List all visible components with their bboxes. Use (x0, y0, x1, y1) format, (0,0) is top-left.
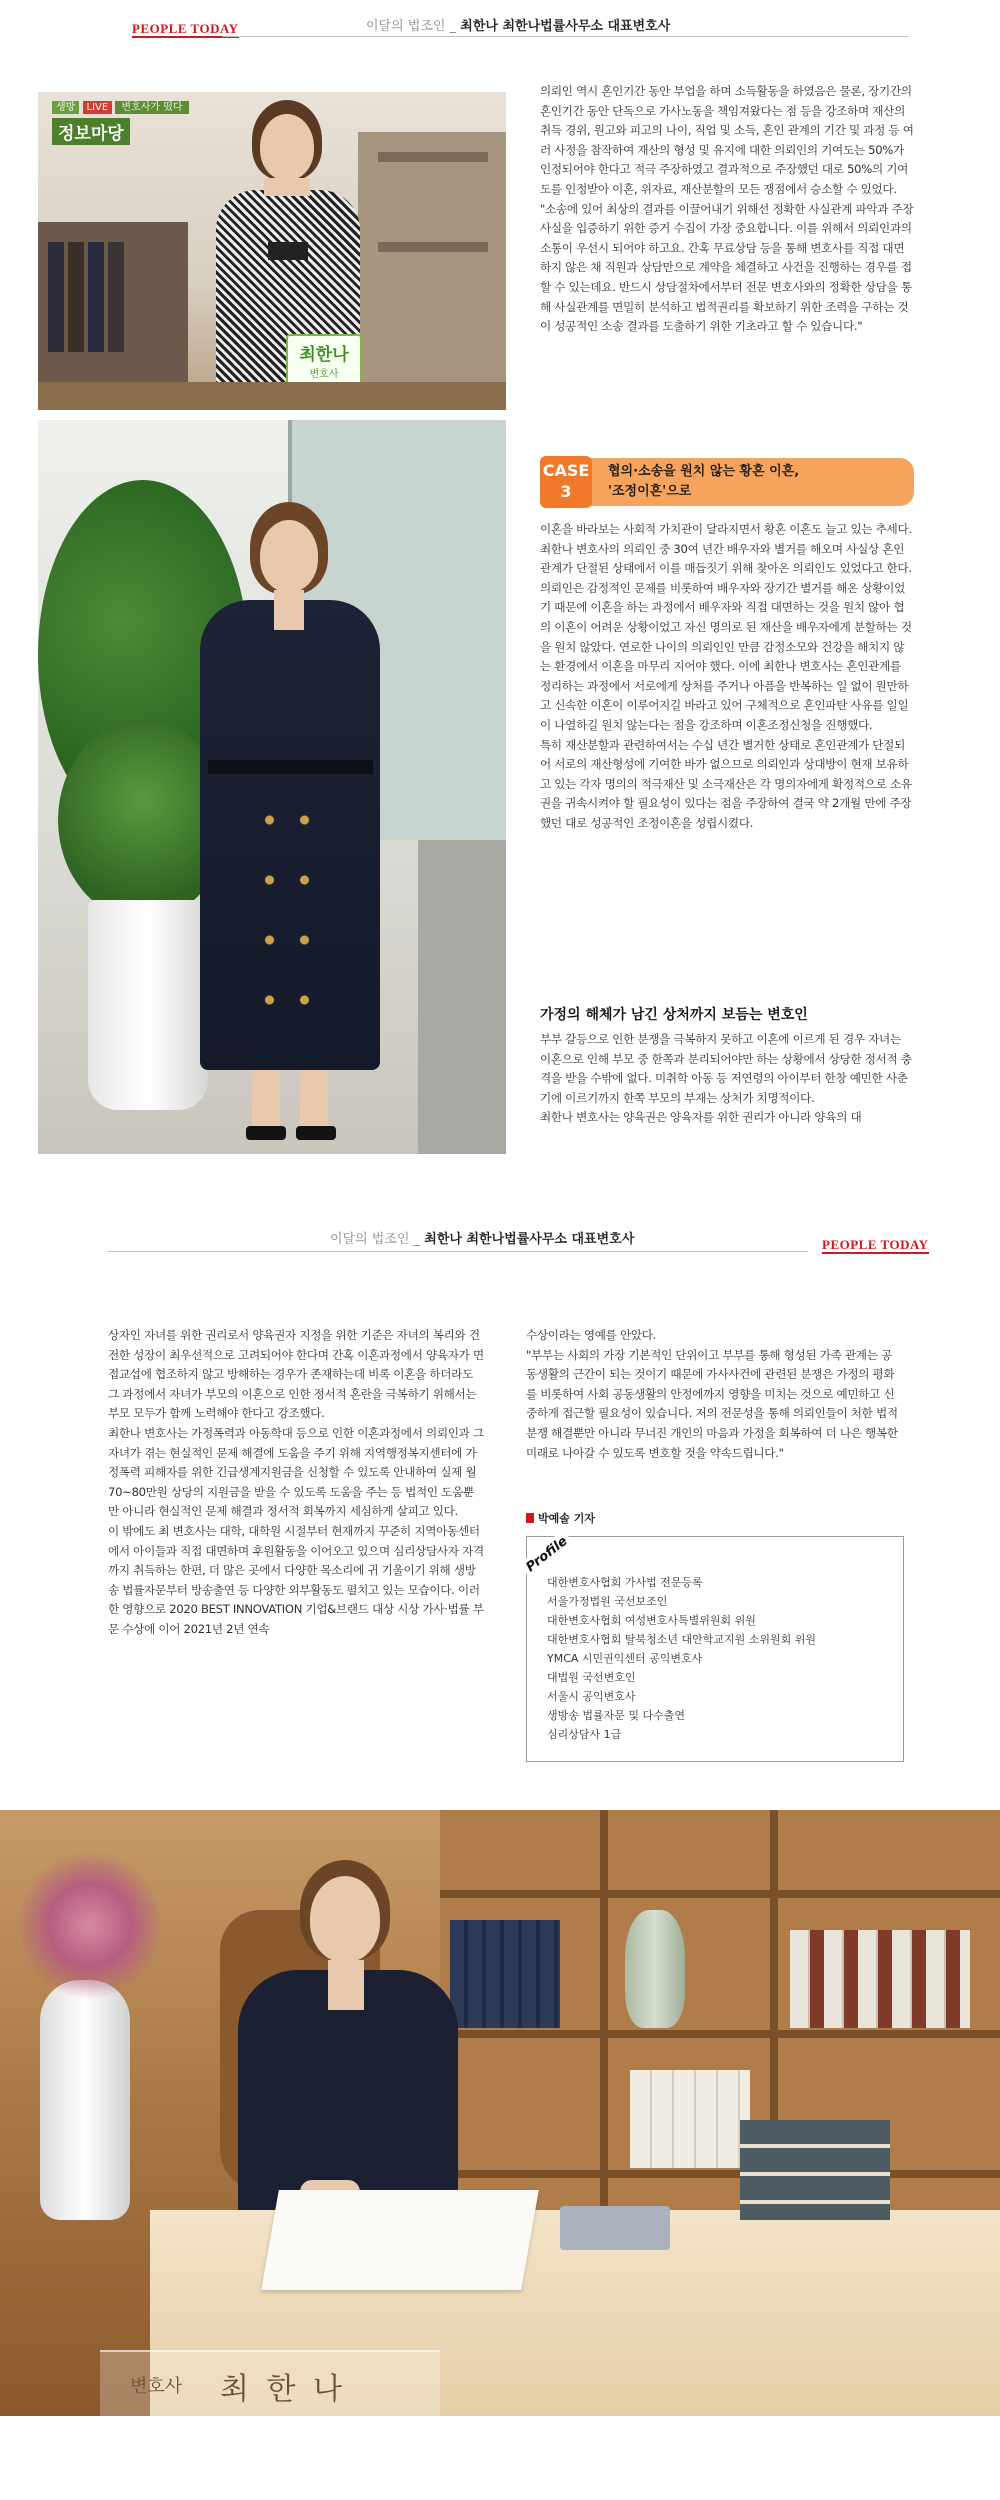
tv-live: LIVE (83, 101, 113, 114)
profile-item: YMCA 시민권익센터 공익변호사 (547, 1652, 703, 1665)
paragraph: 특히 재산분할과 관련하여서는 수십 년간 별거한 상태로 혼인관계가 단절되어 서로의 재산형성에 기여한 바가 없으므로 의뢰인과 상대방이 현재 보유하고 있는 각자 명의의 적극재산 및 소극재산은 각 명의자에게 확정적으로 소유권을 귀속시켜야 할 필요성이 있다는 점을 주장하여 결국 약 2개월 만에 주장했던 대로 성공적인 조정이혼을 성립시켰다. (540, 737, 912, 830)
case-title-line1: 협의·소송을 원치 않는 황혼 이혼, (608, 464, 800, 479)
paragraph: "소송에 있어 최상의 결과를 이끌어내기 위해선 정확한 사실관계 파악과 주장 사실을 입증하기 위한 증거 수집이 가장 중요합니다. 이를 위해서 의뢰인과의 소통이 우선시 되어야 하고요. 간혹 무료상담 등을 통해 변호사를 직접 대면하지 않은 채 직원과 상담만으로 계약을 체결하고 사건을 진행하는 경우를 접할 수 있는데요. 반드시 상담절차에서부터 전문 변호사와의 정확한 상담을 통해 사실관계를 면밀히 분석하고 법적권리를 확보하기 위한 조력을 구하는 것이 성공적인 소송 결과를 도출하기 위한 기초라고 할 수 있습니다." (540, 201, 914, 334)
profile-list (547, 1573, 816, 1744)
desk-nameplate (286, 334, 362, 388)
office-desk-photo (0, 1810, 1000, 2416)
header-subject: 최한나 최한나법률사무소 대표변호사 (424, 1232, 635, 1247)
profile-item: 대한변호사협회 가사법 전문등록 (547, 1576, 703, 1589)
header-section: 이달의 법조인 _ (330, 1232, 421, 1247)
article-text-col2-right (526, 1326, 902, 1463)
article-text-col2-left (108, 1326, 484, 1640)
open-book (261, 2190, 539, 2290)
case-number: 3 (560, 482, 572, 501)
tv-subtitle: 변호사가 떴다 (115, 101, 188, 114)
celadon-vase (625, 1910, 685, 2028)
standing-portrait-photo (38, 420, 506, 1154)
section-subheading: 가정의 해체가 남긴 상처까지 보듬는 변호인 (540, 1007, 808, 1023)
paragraph: 이혼을 바라보는 사회적 가치관이 달라지면서 황혼 이혼도 늘고 있는 추세다. 최한나 변호사의 의뢰인 중 30여 년간 배우자와 별거를 해오며 사실상 혼인관계가 단절된 상태에서 이를 매듭짓기 위해 찾아온 의뢰인도 있었다고 한다. (540, 522, 912, 576)
nameplate-title: 변호사 (309, 369, 339, 380)
paragraph: 이 밖에도 최 변호사는 대학, 대학원 시절부터 현재까지 꾸준히 지역아동센터에서 아이들과 직접 대면하며 후원활동을 이어오고 있으며 심리상담사자 자격까지 취득하는 한편, 더 많은 곳에서 다양한 목소리에 귀 기울이기 위해 생방송 법률자문부터 방송출연 등 다양한 외부활동도 펼치고 있는 모습이다. 이러한 영향으로 2020 BEST INNOVATION 기업&브랜드 대상 시상 가사·법률 부문 수상에 이어 2021년 2년 연속 (108, 1523, 484, 1636)
magazine-logo-2: PEOPLE TODAY (822, 1237, 929, 1252)
profile-item: 대한변호사협회 여성변호사특별위원회 위원 (547, 1614, 756, 1627)
article-text-col1-bottom (540, 1030, 914, 1128)
paragraph: 부부 갈등으로 인한 분쟁을 극복하지 못하고 이혼에 이르게 된 경우 자녀는 이혼으로 인해 부모 중 한쪽과 분리되어야만 하는 상황에서 상당한 정서적 충격을 받을 수밖에 없다. 미취학 아동 등 저연령의 아이부터 한창 예민한 사춘기에 이르기까지 한쪽 부모의 부재는 상처가 치명적이다. (540, 1032, 912, 1105)
case3-header (540, 456, 914, 508)
header-rule-2 (108, 1251, 808, 1252)
profile-label: Profile (519, 1530, 575, 1579)
presenter-face (260, 114, 314, 180)
nameplate-title: 변호사 (130, 2376, 183, 2397)
article-text-col1-case3 (540, 520, 914, 834)
book-stack (740, 2120, 890, 2220)
profile-item: 생방송 법률자문 및 다수출연 (547, 1709, 686, 1722)
tv-show-title: 정보마당 (52, 118, 130, 145)
paragraph: "부부는 사회의 가장 기본적인 단위이고 부부를 통해 형성된 가족 관계는 공동생활의 근간이 되는 것이기 때문에 가사사건에 관련된 분쟁은 가정의 평화를 비롯하여 사회 공동생활의 안정에까지 영향을 미치는 것으로 예민하고 신중하게 접근할 필요성이 있습니다. 저의 전문성을 통해 의뢰인들이 처한 법적 분쟁 해결뿐만 아니라 무너진 개인의 마음과 가정을 회복하여 더 나은 행복한 미래로 나아갈 수 있도록 변호할 것을 약속드립니다." (526, 1347, 898, 1460)
article-text-col1-top (540, 82, 914, 337)
paragraph: 의뢰인은 감정적인 문제를 비롯하여 배우자와 장기간 별거를 해온 상황이었기 때문에 이혼을 하는 과정에서 배우자와 직접 대면하는 것을 원치 않아 협의 이혼이 어려운 상황이었고 자신 명의로 된 재산을 배우자에게 분할하는 것을 원치 않았다. 연로한 나이의 의뢰인인 만큼 감정소모와 건강을 해치지 않는 환경에서 이혼을 마무리 지어야 했다. 이에 최한나 변호사는 혼인관계를 정리하는 과정에서 서로에게 상처를 주거나 아픔을 반복하는 일 없이 원만하고 신속한 이혼이 이루어지길 바라고 있어 구체적으로 혼인파탄 사유를 일일이 나열하길 원치 않는다는 점을 강조하며 이혼조정신청을 진행했다. (540, 580, 912, 732)
case-tag (540, 456, 592, 508)
white-planter (88, 900, 208, 1110)
tv-broadcast-photo (38, 92, 506, 410)
paragraph: 수상이라는 영예를 안았다. (526, 1328, 657, 1342)
byline: 박예솔 기자 (526, 1510, 595, 1526)
lawyer-face (260, 520, 318, 592)
tv-onair-badge (52, 98, 189, 113)
case-title-line2: '조정이혼'으로 (608, 484, 692, 499)
books (450, 1920, 560, 2028)
nameplate-name: 최한나 (299, 345, 349, 365)
lawyer-face-desk (310, 1876, 380, 1962)
paragraph: 상자인 자녀를 위한 권리로서 양육권자 지정을 위한 기준은 자녀의 복리와 건전한 성장이 최우선적으로 고려되어야 한다며 간혹 이혼과정에서 양육자가 면접교섭에 협조하지 않고 방해하는 경우가 존재하는데 비록 이혼을 하더라도 그 과정에서 자녀가 부모의 이혼으로 인한 정서적 혼란을 극복하기 위해서는 부모 모두가 함께 노력해야 한다고 강조했다. (108, 1328, 484, 1421)
magazine-logo: PEOPLE TODAY (132, 21, 239, 36)
profile-item: 대법원 국선변호인 (547, 1671, 636, 1684)
flower-vase (40, 1980, 130, 2220)
header-section: 이달의 법조인 _ (366, 19, 457, 34)
profile-item: 심리상담사 1급 (547, 1728, 622, 1741)
profile-box (523, 1533, 904, 1762)
header-rule (222, 36, 908, 37)
page-header (366, 15, 670, 34)
byline-marker-icon (526, 1513, 534, 1523)
header-subject: 최한나 최한나법률사무소 대표변호사 (460, 19, 671, 34)
paragraph: 최한나 변호사는 가정폭력과 아동학대 등으로 인한 이혼과정에서 의뢰인과 그 자녀가 겪는 현실적인 문제 해결에 도움을 주기 위해 지역행정복지센터에 가정폭력 피해자를 위한 긴급생계지원금을 신청할 수 있도록 안내하여 실제 월 70~80만원 상당의 지원금을 받을 수 있도록 도움을 주는 등 법적인 도움뿐만 아니라 현실적인 문제 해결과 정서적 회복까지 세심하게 살피고 있다. (108, 1425, 484, 1519)
profile-item: 서울가정법원 국선보조인 (547, 1595, 668, 1608)
nameplate-name: 최 한 나 (220, 2372, 347, 2407)
coat-buttons (252, 790, 322, 1030)
desk-nameplate-2 (100, 2350, 440, 2416)
paragraph: 의뢰인 역시 혼인기간 동안 부업을 하며 소득활동을 하였음은 물론, 장기간의 혼인기간 동안 단독으로 가사노동을 책임져왔다는 점 등을 강조하며 재산의 취득 경위, 원고와 피고의 나이, 직업 및 소득, 혼인 관계의 기간 및 과정 등 여러 사정을 참작하여 재산의 형성 및 유지에 대한 의뢰인의 기여도는 50%가 인정되어야 한다고 적극 주장하였고 결과적으로 주장했던 대로 50%의 기여도를 인정받아 이혼, 위자료, 재산분할의 모든 쟁점에서 승소할 수 있었다. (540, 84, 914, 196)
paragraph: 최한나 변호사는 양육권은 양육자를 위한 권리가 아니라 양육의 대 (540, 1110, 862, 1125)
profile-item: 대한변호사협회 탈북청소년 대안학교지원 소위원회 위원 (547, 1633, 817, 1646)
page-header-2 (330, 1228, 634, 1247)
tv-label: 생방 (52, 101, 79, 114)
profile-item: 서울시 공익변호사 (547, 1690, 636, 1703)
case-word: CASE (542, 461, 590, 480)
